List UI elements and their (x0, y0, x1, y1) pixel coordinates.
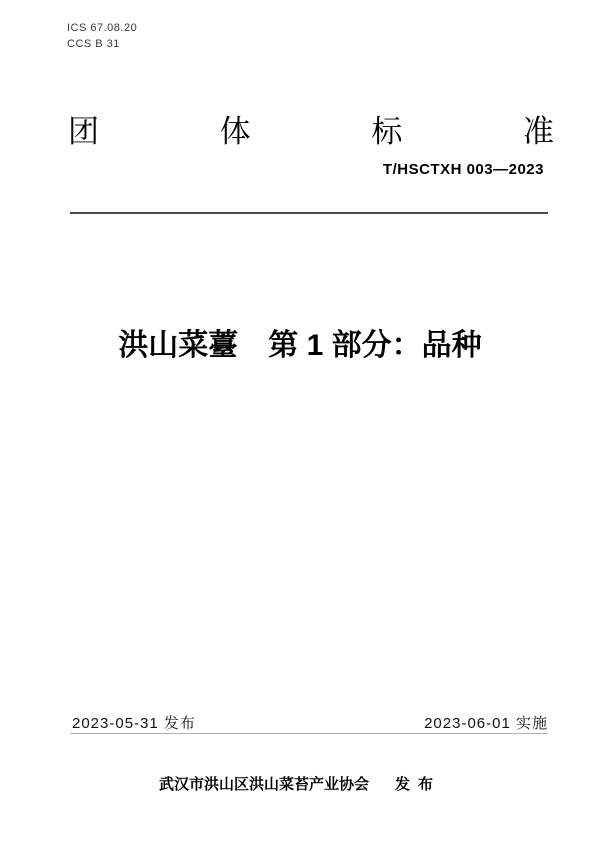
issue-date: 2023-05-31 发布 (72, 715, 196, 732)
ccs-code: CCS B 31 (67, 38, 120, 50)
implementation-date: 2023-06-01 实施 (424, 715, 548, 732)
footer-rule (70, 733, 548, 734)
doc-type-char-2: 体 (219, 114, 251, 149)
publisher-name: 武汉市洪山区洪山菜苔产业协会 (158, 776, 369, 793)
header-rule (70, 212, 548, 214)
publish-label: 发布 (395, 776, 442, 793)
doc-type-char-3: 标 (371, 114, 403, 149)
document-title: 洪山菜薹 第 1 部分：品种 (118, 329, 482, 362)
doc-type-title (68, 106, 554, 151)
classification-codes (67, 20, 137, 52)
doc-type-char-1: 团 (68, 114, 99, 149)
dates-row (72, 712, 548, 733)
publisher-row (0, 773, 600, 794)
doc-type-char-4: 准 (522, 114, 554, 149)
ics-code: ICS 67.08.20 (67, 22, 138, 34)
standard-number: T/HSCTXH 003—2023 (382, 161, 544, 178)
